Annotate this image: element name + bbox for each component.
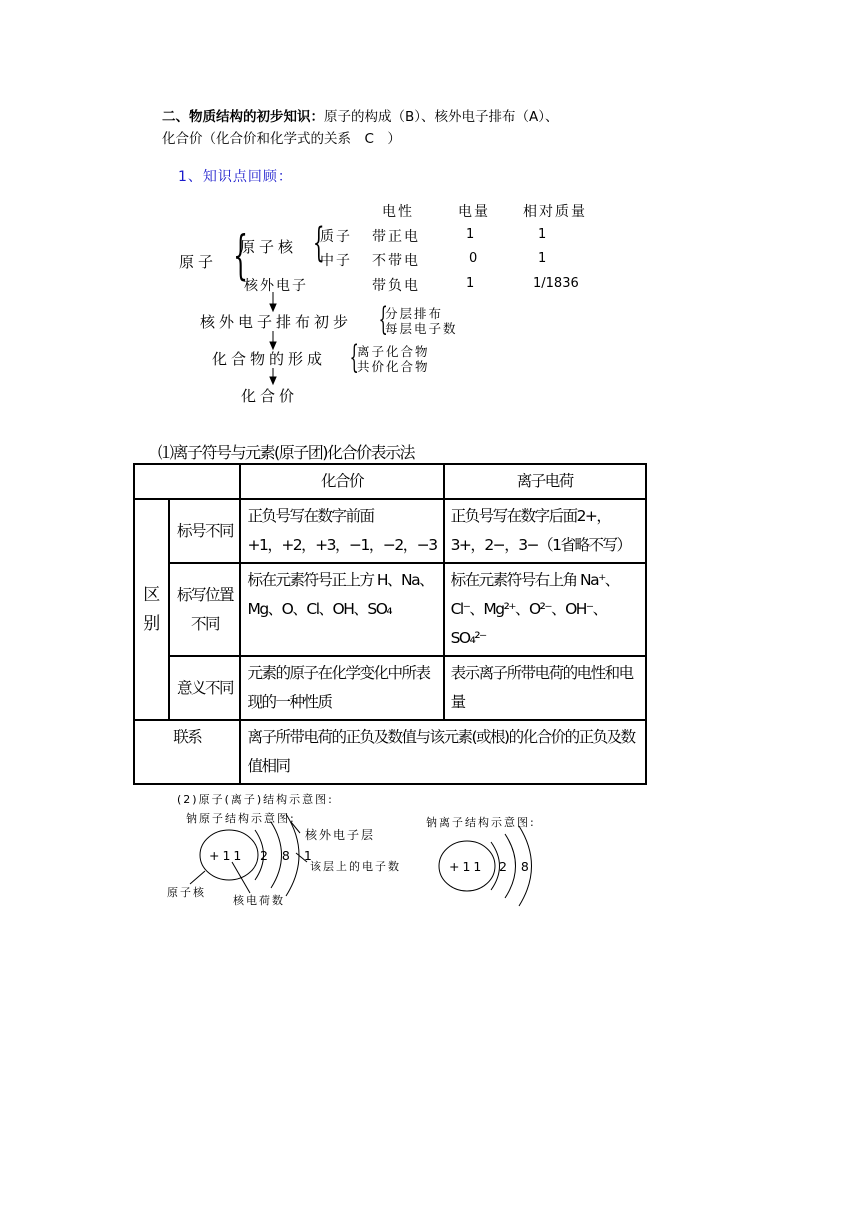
- na-atom-electrons: 2 8 1: [260, 848, 317, 863]
- label-electron-count: 该层上的电子数: [310, 860, 401, 873]
- na-ion-nucleus: +11: [449, 859, 485, 874]
- row-electron-type: 带负电: [372, 278, 420, 294]
- cell-meaning-charge: 表示离子所带电荷的电性和电量: [444, 656, 646, 720]
- leader-charge: [232, 862, 250, 893]
- leader-nucleus: [190, 871, 205, 884]
- row-label-meaning: 意义不同: [169, 656, 240, 720]
- na-atom-title: 钠原子结构示意图:: [186, 812, 296, 825]
- row-electron-charge: 1: [466, 276, 475, 291]
- section-heading-rest: 原子的构成（B）、核外电子排布（A）、: [324, 109, 559, 125]
- cell-meaning-valence: 元素的原子在化学变化中所表现的一种性质: [240, 656, 443, 720]
- label-nuclear-charge: 核电荷数: [233, 894, 285, 907]
- section-heading-line2: 化合价（化合价和化学式的关系 C ）: [162, 131, 401, 147]
- row-proton-mass: 1: [538, 227, 547, 242]
- structure-title: (2)原子(离子)结构示意图:: [177, 793, 334, 806]
- row-label-position: 标写位置不同: [169, 563, 240, 656]
- label-electron-shell: 核外电子层: [305, 828, 376, 842]
- nucleus-brace: {: [312, 220, 325, 266]
- flow-step1-item-1: 分层排布: [385, 306, 444, 321]
- col-header-charge: 电量: [458, 204, 490, 220]
- na-ion-electrons: 2 8: [499, 859, 534, 874]
- group-label-difference: 区别: [134, 499, 169, 720]
- row-electron-mass: 1/1836: [533, 276, 579, 291]
- cell-sign-valence: 正负号写在数字前面+1，+2，+3，−1，−2，−3: [240, 499, 443, 563]
- row-proton-name: 质子: [320, 229, 352, 245]
- link-text: 离子所带电荷的正负及数值与该元素(或根)的化合价的正负及数值相同: [240, 720, 646, 784]
- atom-brace: {: [233, 226, 248, 286]
- flow-step1-brace: {: [378, 300, 388, 338]
- cell-sign-charge: 正负号写在数字后面2+，3+，2−，3−（1省略不写）: [444, 499, 646, 563]
- col-header-polarity: 电性: [382, 204, 414, 220]
- row-neutron-mass: 1: [538, 251, 547, 266]
- row-proton-charge: 1: [466, 227, 475, 242]
- leader-shell: [291, 822, 300, 833]
- row-electron-name: 核外电子: [244, 278, 308, 294]
- flow-step2-item-2: 共价化合物: [357, 359, 430, 374]
- cell-position-charge: 标在元素符号右上角 Na⁺、Cl⁻、Mg²⁺、O²⁻、OH⁻、SO₄²⁻: [444, 563, 646, 656]
- header-valence: 化合价: [240, 464, 443, 499]
- flow-step-valence: 化合价: [241, 387, 299, 405]
- label-nucleus: 原子核: [167, 886, 206, 899]
- link-label: 联系: [134, 720, 240, 784]
- row-neutron-charge: 0: [469, 251, 478, 266]
- section-heading-bold: 二、物质结构的初步知识：: [162, 109, 324, 125]
- na-ion-title: 钠离子结构示意图:: [426, 816, 536, 829]
- flow-step1-item-2: 每层电子数: [385, 321, 458, 336]
- flow-step2-brace: {: [349, 338, 359, 376]
- row-neutron-name: 中子: [320, 253, 352, 269]
- flow-step-compound-formation: 化合物的形成: [212, 350, 327, 368]
- na-atom-nucleus: +11: [209, 848, 245, 863]
- row-label-sign: 标号不同: [169, 499, 240, 563]
- flow-step-electron-arrangement: 核外电子排布初步: [200, 313, 353, 331]
- review-title: 1、知识点回顾：: [178, 169, 293, 185]
- row-neutron-type: 不带电: [372, 253, 420, 269]
- col-header-mass: 相对质量: [523, 204, 587, 220]
- table-caption: ⑴离子符号与元素(原子团)化合价表示法: [158, 443, 414, 462]
- row-proton-type: 带正电: [372, 229, 420, 245]
- header-ion-charge: 离子电荷: [444, 464, 646, 499]
- atom-label: 原子: [179, 253, 218, 271]
- flow-step2-item-1: 离子化合物: [357, 344, 430, 359]
- nucleus-label: 原子核: [240, 238, 298, 256]
- cell-position-valence: 标在元素符号正上方 H、Na、Mg、O、Cl、OH、SO₄: [240, 563, 443, 656]
